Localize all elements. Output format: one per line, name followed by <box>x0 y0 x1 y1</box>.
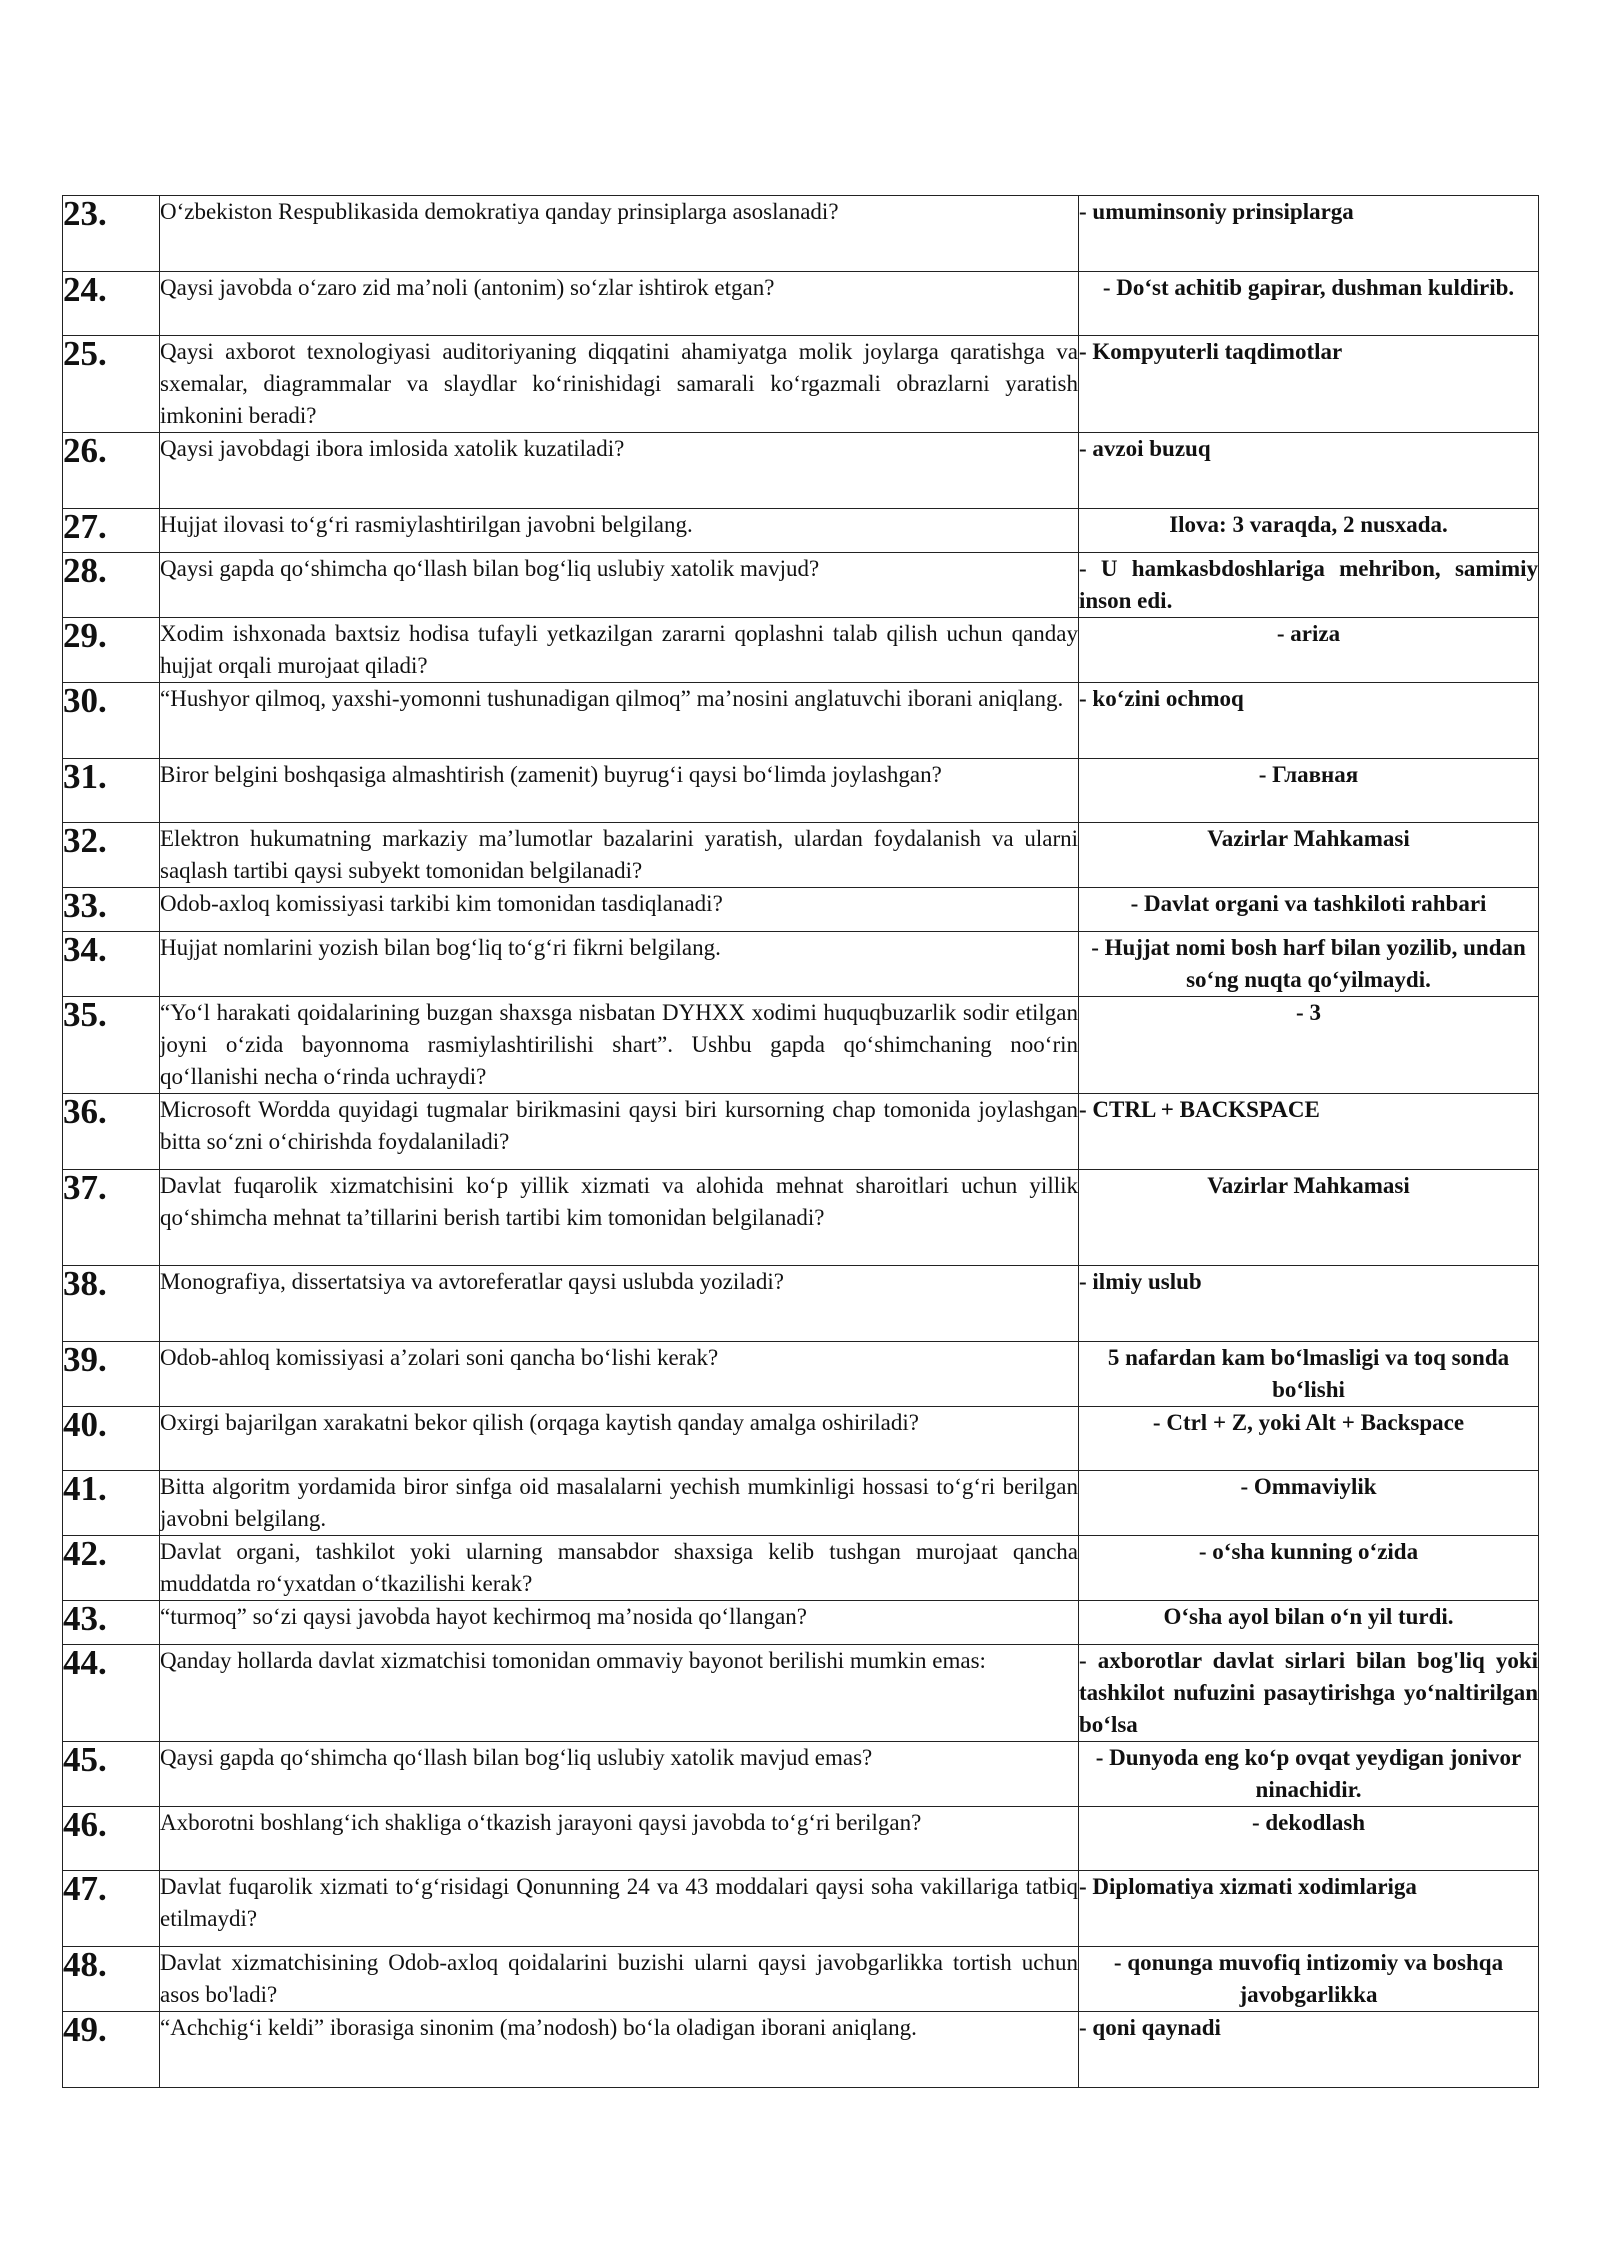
questions-table <box>62 195 1539 2088</box>
answer-text: - axborotlar davlat sirlari bilan bog'liq yoki tashkilot nufuzini pasaytirishga yo‘naltirilgan bo‘lsa <box>1079 1645 1539 1742</box>
question-text: Qanday hollarda davlat xizmatchisi tomonidan ommaviy bayonot berilishi mumkin emas: <box>160 1645 1079 1742</box>
question-row <box>63 272 1539 336</box>
question-row <box>63 509 1539 553</box>
question-text: Qaysi javobdagi ibora imlosida xatolik kuzatiladi? <box>160 433 1079 509</box>
question-row <box>63 2012 1539 2088</box>
answer-text: Vazirlar Mahkamasi <box>1079 823 1539 888</box>
question-number: 39. <box>63 1342 160 1407</box>
question-number: 23. <box>63 196 160 272</box>
question-row <box>63 1094 1539 1170</box>
question-row <box>63 683 1539 759</box>
question-number: 49. <box>63 2012 160 2088</box>
question-number: 46. <box>63 1807 160 1871</box>
question-row <box>63 1342 1539 1407</box>
question-number: 48. <box>63 1947 160 2012</box>
question-text: Hujjat ilovasi to‘g‘ri rasmiylashtirilgan javobni belgilang. <box>160 509 1079 553</box>
question-number: 26. <box>63 433 160 509</box>
question-row <box>63 1645 1539 1742</box>
question-number: 40. <box>63 1407 160 1471</box>
answer-text: - Do‘st achitib gapirar, dushman kuldirib. <box>1079 272 1539 336</box>
question-number: 42. <box>63 1536 160 1601</box>
question-number: 29. <box>63 618 160 683</box>
question-text: Qaysi axborot texnologiyasi auditoriyaning diqqatini ahamiyatga molik joylarga qaratishga va sxemalar, diagrammalar va slaydlar ko‘rinishidagi samarali ko‘rgazmali obrazlarni yaratish imkonini beradi? <box>160 336 1079 433</box>
question-number: 45. <box>63 1742 160 1807</box>
question-text: Davlat fuqarolik xizmati to‘g‘risidagi Qonunning 24 va 43 moddalari qaysi soha vakillariga tatbiq etilmaydi? <box>160 1871 1079 1947</box>
answer-text: - o‘sha kunning o‘zida <box>1079 1536 1539 1601</box>
answer-text: - CTRL + BACKSPACE <box>1079 1094 1539 1170</box>
question-number: 35. <box>63 997 160 1094</box>
question-number: 30. <box>63 683 160 759</box>
question-text: “turmoq” so‘zi qaysi javobda hayot kechirmoq ma’nosida qo‘llangan? <box>160 1601 1079 1645</box>
question-row <box>63 823 1539 888</box>
answer-text: - umuminsoniy prinsiplarga <box>1079 196 1539 272</box>
question-text: Odob-ahloq komissiyasi a’zolari soni qancha bo‘lishi kerak? <box>160 1342 1079 1407</box>
question-text: Bitta algoritm yordamida biror sinfga oid masalalarni yechish mumkinligi hossasi to‘g‘ri berilgan javobni belgilang. <box>160 1471 1079 1536</box>
answer-text: - ko‘zini ochmoq <box>1079 683 1539 759</box>
answer-text: - Kompyuterli taqdimotlar <box>1079 336 1539 433</box>
question-number: 32. <box>63 823 160 888</box>
answer-text: - Dunyoda eng ko‘p ovqat yeydigan jonivor ninachidir. <box>1079 1742 1539 1807</box>
question-number: 28. <box>63 553 160 618</box>
question-text: Davlat xizmatchisining Odob-axloq qoidalarini buzishi ularni qaysi javobgarlikka tortish uchun asos bo'ladi? <box>160 1947 1079 2012</box>
question-text: Xodim ishxonada baxtsiz hodisa tufayli yetkazilgan zararni qoplashni talab qilish uchun qanday hujjat orqali murojaat qiladi? <box>160 618 1079 683</box>
answer-text: O‘sha ayol bilan o‘n yil turdi. <box>1079 1601 1539 1645</box>
question-text: Qaysi javobda o‘zaro zid ma’noli (antonim) so‘zlar ishtirok etgan? <box>160 272 1079 336</box>
answer-text: - qonunga muvofiq intizomiy va boshqa javobgarlikka <box>1079 1947 1539 2012</box>
question-text: Davlat organi, tashkilot yoki ularning mansabdor shaxsiga kelib tushgan murojaat qancha muddatda ro‘yxatdan o‘tkazilishi kerak? <box>160 1536 1079 1601</box>
question-text: Davlat fuqarolik xizmatchisini ko‘p yillik xizmati va alohida mehnat sharoitlari uchun yillik qo‘shimcha mehnat ta’tillarini berish tartibi kim tomonidan belgilanadi? <box>160 1170 1079 1266</box>
question-text: Hujjat nomlarini yozish bilan bog‘liq to‘g‘ri fikrni belgilang. <box>160 932 1079 997</box>
answer-text: - Diplomatiya xizmati xodimlariga <box>1079 1871 1539 1947</box>
answer-text: - Ommaviylik <box>1079 1471 1539 1536</box>
question-row <box>63 336 1539 433</box>
question-row <box>63 1266 1539 1342</box>
answer-text: - Ctrl + Z, yoki Alt + Backspace <box>1079 1407 1539 1471</box>
answer-text: - dekodlash <box>1079 1807 1539 1871</box>
question-row <box>63 1871 1539 1947</box>
answer-text: - Главная <box>1079 759 1539 823</box>
question-row <box>63 888 1539 932</box>
question-number: 31. <box>63 759 160 823</box>
question-row <box>63 433 1539 509</box>
question-row <box>63 1742 1539 1807</box>
question-text: “Achchig‘i keldi” iborasiga sinonim (ma’nodosh) bo‘la oladigan iborani aniqlang. <box>160 2012 1079 2088</box>
question-number: 36. <box>63 1094 160 1170</box>
question-row <box>63 1170 1539 1266</box>
answer-text: - avzoi buzuq <box>1079 433 1539 509</box>
question-number: 38. <box>63 1266 160 1342</box>
answer-text: - Davlat organi va tashkiloti rahbari <box>1079 888 1539 932</box>
answer-text: 5 nafardan kam bo‘lmasligi va toq sonda bo‘lishi <box>1079 1342 1539 1407</box>
question-text: Odob-axloq komissiyasi tarkibi kim tomonidan tasdiqlanadi? <box>160 888 1079 932</box>
question-text: “Yo‘l harakati qoidalarining buzgan shaxsga nisbatan DYHXX xodimi huquqbuzarlik sodir etilgan joyni o‘zida bayonnoma rasmiylashtirilishi shart”. Ushbu gapda qo‘shimchaning noo‘rin qo‘llanishi necha o‘rinda uchraydi? <box>160 997 1079 1094</box>
answer-text: - Hujjat nomi bosh harf bilan yozilib, undan so‘ng nuqta qo‘yilmaydi. <box>1079 932 1539 997</box>
answer-text: - ariza <box>1079 618 1539 683</box>
question-number: 41. <box>63 1471 160 1536</box>
question-text: Microsoft Wordda quyidagi tugmalar birikmasini qaysi biri kursorning chap tomonida joylashgan bitta so‘zni o‘chirishda foydalaniladi? <box>160 1094 1079 1170</box>
answer-text: - 3 <box>1079 997 1539 1094</box>
question-text: Monografiya, dissertatsiya va avtoreferatlar qaysi uslubda yoziladi? <box>160 1266 1079 1342</box>
questions-table-body <box>63 196 1539 2088</box>
question-text: “Hushyor qilmoq, yaxshi-yomonni tushunadigan qilmoq” ma’nosini anglatuvchi iborani aniqlang. <box>160 683 1079 759</box>
answer-text: - U hamkasbdoshlariga mehribon, samimiy inson edi. <box>1079 553 1539 618</box>
question-number: 43. <box>63 1601 160 1645</box>
question-number: 47. <box>63 1871 160 1947</box>
question-number: 34. <box>63 932 160 997</box>
question-number: 44. <box>63 1645 160 1742</box>
question-text: Biror belgini boshqasiga almashtirish (zamenit) buyrug‘i qaysi bo‘limda joylashgan? <box>160 759 1079 823</box>
question-row <box>63 196 1539 272</box>
question-text: Axborotni boshlang‘ich shakliga o‘tkazish jarayoni qaysi javobda to‘g‘ri berilgan? <box>160 1807 1079 1871</box>
question-row <box>63 759 1539 823</box>
question-text: O‘zbekiston Respublikasida demokratiya qanday prinsiplarga asoslanadi? <box>160 196 1079 272</box>
answer-text: Vazirlar Mahkamasi <box>1079 1170 1539 1266</box>
question-row <box>63 1601 1539 1645</box>
question-text: Qaysi gapda qo‘shimcha qo‘llash bilan bog‘liq uslubiy xatolik mavjud? <box>160 553 1079 618</box>
answer-text: - qoni qaynadi <box>1079 2012 1539 2088</box>
question-text: Oxirgi bajarilgan xarakatni bekor qilish (orqaga kaytish qanday amalga oshiriladi? <box>160 1407 1079 1471</box>
question-row <box>63 1536 1539 1601</box>
question-row <box>63 997 1539 1094</box>
question-text: Qaysi gapda qo‘shimcha qo‘llash bilan bog‘liq uslubiy xatolik mavjud emas? <box>160 1742 1079 1807</box>
question-row <box>63 1947 1539 2012</box>
question-text: Elektron hukumatning markaziy ma’lumotlar bazalarini yaratish, ulardan foydalanish va ularni saqlash tartibi qaysi subyekt tomonidan belgilanadi? <box>160 823 1079 888</box>
question-number: 27. <box>63 509 160 553</box>
answer-text: Ilova: 3 varaqda, 2 nusxada. <box>1079 509 1539 553</box>
answer-text: - ilmiy uslub <box>1079 1266 1539 1342</box>
question-row <box>63 618 1539 683</box>
question-row <box>63 553 1539 618</box>
question-number: 25. <box>63 336 160 433</box>
question-row <box>63 1471 1539 1536</box>
question-number: 33. <box>63 888 160 932</box>
question-row <box>63 1807 1539 1871</box>
question-number: 37. <box>63 1170 160 1266</box>
question-row <box>63 932 1539 997</box>
question-row <box>63 1407 1539 1471</box>
question-number: 24. <box>63 272 160 336</box>
